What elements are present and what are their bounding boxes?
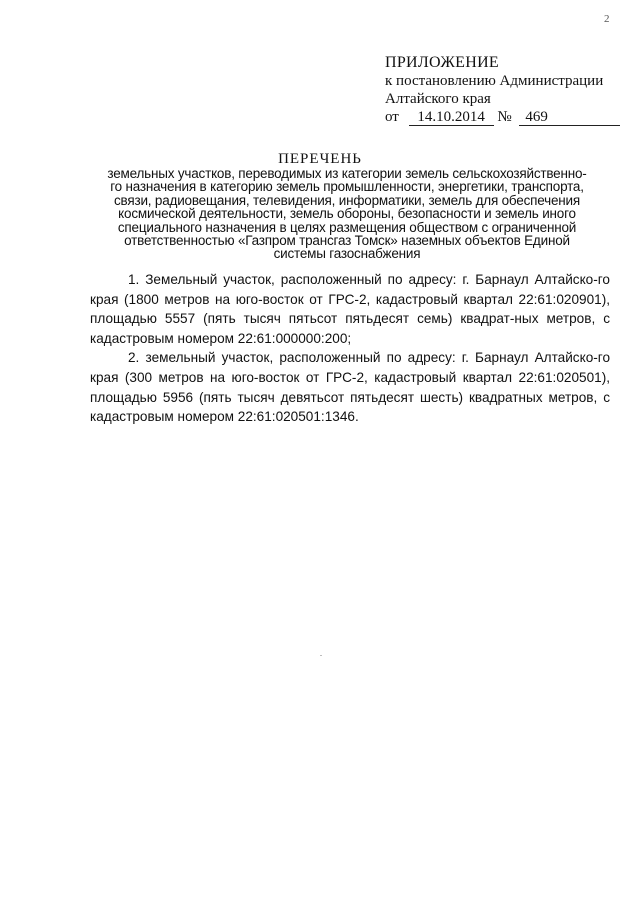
subtitle-line: ответственностью «Газпром трансгаз Томск» наземных объектов Единой — [124, 233, 570, 249]
resolution-date: 14.10.2014 — [409, 109, 494, 126]
appendix-heading: ПРИЛОЖЕНИЕ — [385, 54, 500, 71]
number-label: № — [497, 109, 512, 125]
document-title: ПЕРЕЧЕНЬ — [278, 151, 362, 167]
land-plot-item-2: 2. земельный участок, расположенный по адресу: г. Барнаул Алтайско-го края (300 метров на юго-восток от ГРС-2, кадастровый квартал 22:61:020501), площадью 5956 (пять тысяч девятьсот пятьдесят шесть) квадратных метров, с кадастровым номером 22:61:020501:1346. — [90, 350, 610, 425]
scan-speck — [320, 655, 322, 656]
subtitle-line: связи, радиовещания, телевидения, информатики, земель для обеспечения — [113, 192, 580, 208]
appendix-line-resolution: к постановлению Администрации — [385, 73, 604, 89]
subtitle-line: земельных участков, переводимых из категории земель сельскохозяйственно- — [107, 166, 587, 181]
appendix-header — [385, 54, 635, 126]
land-plot-item-1: 1. Земельный участок, расположенный по адресу: г. Барнаул Алтайско-го края (1800 метров на юго-восток от ГРС-2, кадастровый квартал 22:61:020901), площадью 5557 (пять тысяч пятьсот пятьдесят семь) квадрат-ных метров, с кадастровым номером 22:61:000000:200; — [90, 272, 610, 346]
subtitle-line: специального назначения в целях размещения обществом с ограниченной — [117, 219, 577, 235]
subtitle-line: системы газоснабжения — [273, 246, 421, 262]
document-subtitle — [82, 167, 612, 261]
land-plot-list — [90, 270, 610, 427]
subtitle-line: го назначения в категорию земель промышленности, энергетики, транспорта, — [110, 179, 584, 195]
resolution-number: 469 — [519, 109, 620, 126]
date-from-label: от — [385, 109, 399, 125]
page-number: 2 — [604, 13, 610, 25]
subtitle-line: космической деятельности, земель обороны, безопасности и земель иного — [118, 206, 576, 222]
appendix-line-region: Алтайского края — [385, 91, 491, 107]
appendix-date-line — [385, 108, 635, 126]
